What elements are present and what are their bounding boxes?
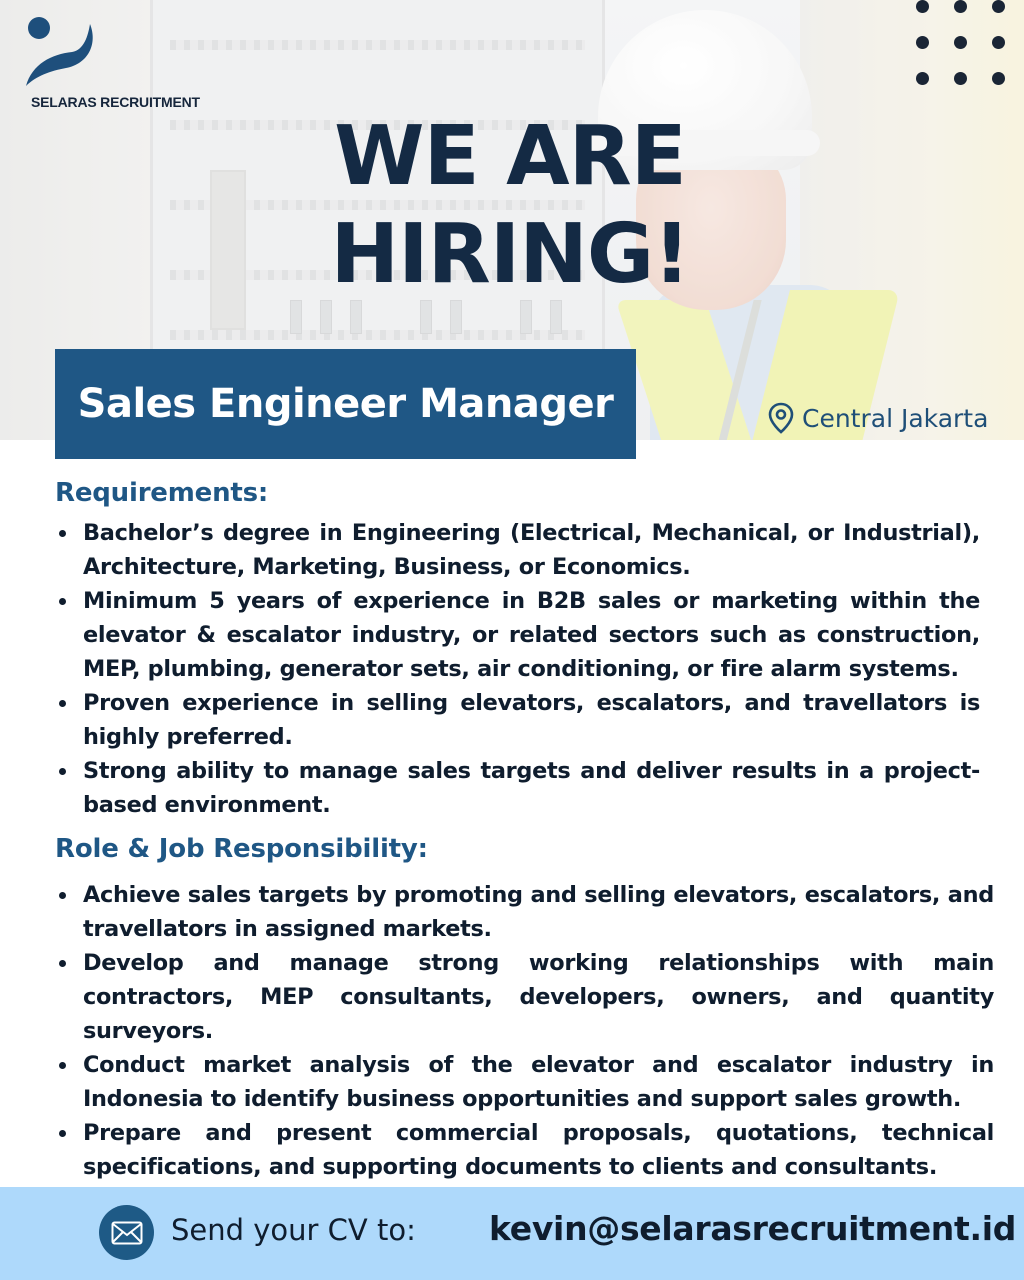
list-item: Minimum 5 years of experience in B2B sales or marketing within the elevator & escalator industry, or related sectors such as construction, MEP, plumbing, generator sets, air conditioning, or fire alarm systems. bbox=[58, 584, 980, 686]
dot bbox=[954, 72, 967, 85]
brand-name: SELARAS RECRUITMENT bbox=[31, 94, 200, 110]
list-item: Conduct market analysis of the elevator and escalator industry in Indonesia to identify business opportunities and support sales growth. bbox=[58, 1048, 994, 1116]
envelope-glyph bbox=[111, 1221, 143, 1245]
contact-email-link[interactable]: kevin@selarasrecruitment.id bbox=[489, 1209, 1017, 1248]
brand-logo bbox=[22, 14, 232, 110]
dot bbox=[992, 72, 1005, 85]
envelope-icon bbox=[99, 1205, 154, 1260]
location-label: Central Jakarta bbox=[802, 403, 989, 433]
map-pin-icon bbox=[768, 402, 794, 434]
responsibilities-heading: Role & Job Responsibility: bbox=[55, 834, 428, 864]
send-cv-label: Send your CV to: bbox=[171, 1213, 416, 1247]
requirements-list bbox=[58, 516, 980, 822]
job-title: Sales Engineer Manager bbox=[77, 381, 614, 427]
dot bbox=[916, 0, 929, 13]
decorative-dots bbox=[916, 0, 1006, 90]
hiring-headline bbox=[300, 108, 720, 304]
dot bbox=[992, 36, 1005, 49]
contact-footer bbox=[0, 1187, 1024, 1280]
list-item: Strong ability to manage sales targets and deliver results in a project-based environment. bbox=[58, 754, 980, 822]
list-item: Achieve sales targets by promoting and selling elevators, escalators, and travellators in assigned markets. bbox=[58, 878, 994, 946]
responsibilities-list bbox=[58, 878, 994, 1184]
person-swoosh-logo-icon bbox=[22, 14, 102, 94]
headline-line-2: HIRING! bbox=[330, 207, 690, 302]
dot bbox=[954, 36, 967, 49]
dot bbox=[992, 0, 1005, 13]
dot bbox=[916, 36, 929, 49]
headline-line-1: WE ARE bbox=[334, 109, 686, 204]
list-item: Prepare and present commercial proposals, quotations, technical specifications, and supporting documents to clients and consultants. bbox=[58, 1116, 994, 1184]
dot bbox=[916, 72, 929, 85]
job-title-banner bbox=[55, 349, 636, 459]
dot bbox=[954, 0, 967, 13]
job-location bbox=[768, 400, 988, 436]
list-item: Develop and manage strong working relationships with main contractors, MEP consultants, developers, owners, and quantity surveyors. bbox=[58, 946, 994, 1048]
requirements-heading: Requirements: bbox=[55, 478, 269, 508]
list-item: Bachelor’s degree in Engineering (Electrical, Mechanical, or Industrial), Architecture, Marketing, Business, or Economics. bbox=[58, 516, 980, 584]
list-item: Proven experience in selling elevators, escalators, and travellators is highly preferred. bbox=[58, 686, 980, 754]
